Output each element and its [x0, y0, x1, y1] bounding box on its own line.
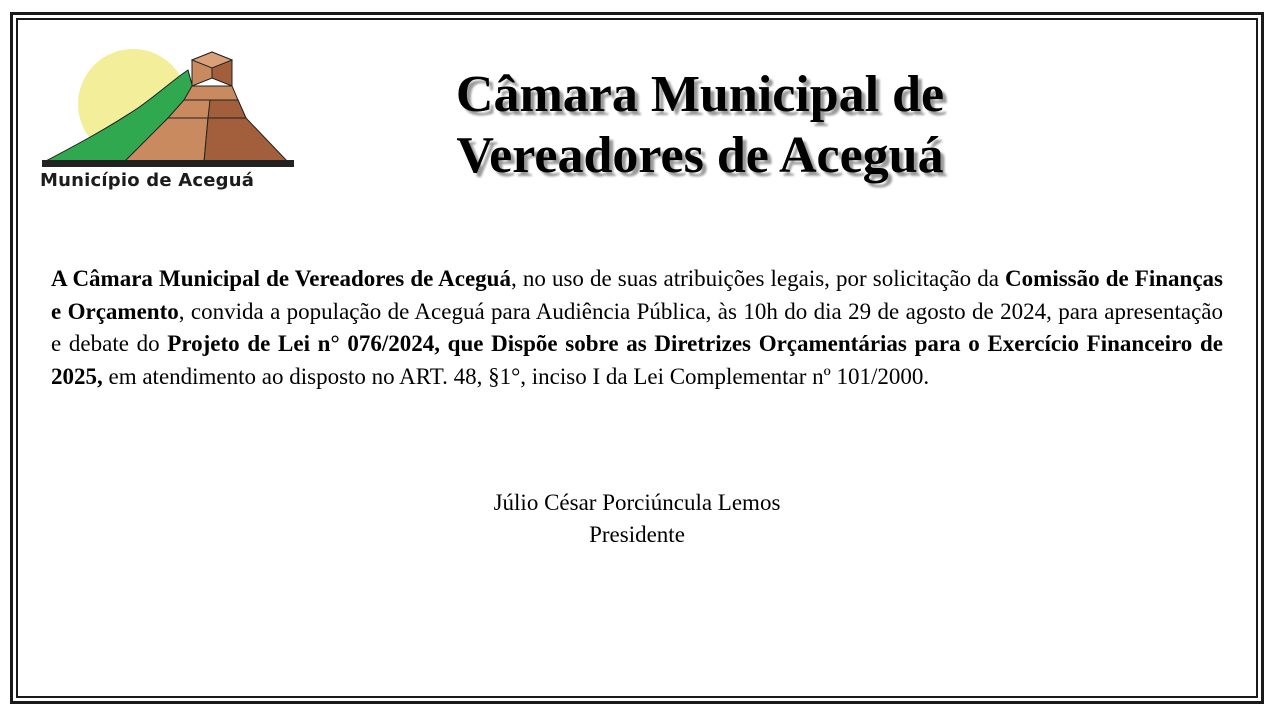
logo-base-bar — [42, 160, 294, 167]
notice-bold-commission: Comissão de Finanças e Orçamento — [51, 266, 1223, 324]
notice-text-2: , convida a população de Aceguá para Audiência Pública, às 10h do dia 29 de agosto de 2024, para apresentação e debate do — [51, 298, 1223, 356]
signatory-role: Presidente — [589, 522, 685, 547]
notice-text-3: em atendimento ao disposto no ART. 48, §1°, inciso I da Lei Complementar nº 101/2000. — [102, 363, 930, 389]
title-line-1: Câmara Municipal de — [455, 66, 945, 123]
notice-text-1: , no uso de suas atribuições legais, por solicitação da — [510, 266, 1006, 291]
signature-block — [340, 487, 934, 551]
notice-bold-bill: Projeto de Lei n° 076/2024, que Dispõe sobre as Diretrizes Orçamentárias para o Exercício Financeiro de 2025, — [51, 331, 1223, 389]
page-title — [380, 64, 1020, 186]
notice-paragraph — [51, 263, 1223, 393]
notice-bold-chamber: A Câmara Municipal de Vereadores de Aceguá — [51, 266, 511, 291]
title-line-2: Vereadores de Aceguá — [456, 127, 944, 184]
signatory-name: Júlio César Porciúncula Lemos — [493, 490, 781, 515]
logo-emblem-icon — [38, 46, 298, 170]
municipality-logo — [38, 46, 298, 196]
logo-caption: Município de Aceguá — [40, 170, 255, 191]
